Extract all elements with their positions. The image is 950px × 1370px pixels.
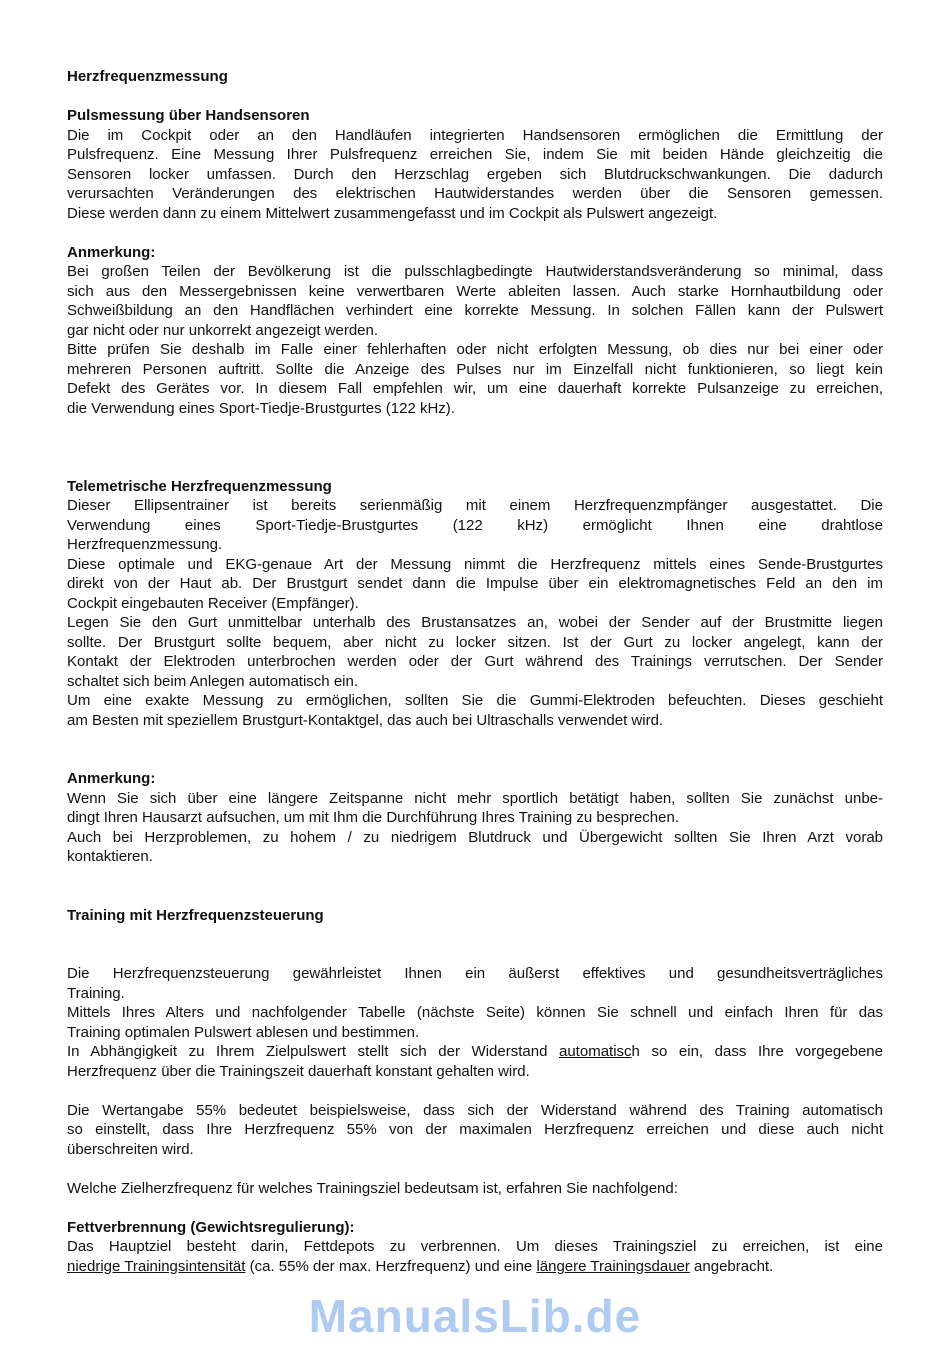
text-line: Herzfrequenzmessung. (67, 536, 223, 553)
paragraph (67, 1179, 883, 1199)
text-line: überschreiten wird. (67, 1140, 194, 1158)
text-line: Um eine exakte Messung zu ermöglichen, sollten Sie die Gummi-Elektroden befeuchten. Dieses geschieht (67, 692, 883, 709)
text-line: Schweißbildung an den Handflächen verhindert eine korrekte Messung. In solchen Fällen kann der Pulswert (67, 302, 883, 319)
underlined-text: automatisc (559, 1043, 632, 1060)
text-segment: angebracht. (689, 1257, 774, 1275)
section-heading: Fettverbrennung (Gewichtsregulierung): (67, 1218, 355, 1236)
text-line: Die Herzfrequenzsteuerung gewährleistet Ihnen ein äußerst effektives und gesundheitsverträgliches (67, 965, 883, 982)
blank-line (67, 730, 883, 750)
section-heading: Herzfrequenzmessung (67, 68, 228, 85)
text-line: Defekt des Gerätes vor. In diesem Fall empfehlen wir, um eine dauerhaft korrekte Pulsanzeige zu erreichen, (67, 380, 883, 397)
paragraph (67, 555, 883, 614)
blank-line (67, 886, 883, 906)
text-line: Die im Cockpit oder an den Handläufen integrierten Handsensoren ermöglichen die Ermittlung der (67, 126, 883, 144)
text-line: Diese werden dann zu einem Mittelwert zusammengefasst und im Cockpit als Pulswert angezeigt. (67, 204, 718, 222)
watermark-logo: ManualsLib.de (308, 1290, 642, 1342)
text-line: Diese optimale und EKG-genaue Art der Messung nimmt die Herzfrequenz mittels eines Sende-Brustgurtes (67, 555, 883, 573)
blank-line (67, 925, 883, 945)
text-line: Auch bei Herzproblemen, zu hohem / zu niedrigem Blutdruck und Übergewicht sollten Sie Ihren Arzt vorab (67, 828, 883, 846)
blank-line (67, 867, 883, 887)
text-line: sollte. Der Brustgurt sollte bequem, aber nicht zu locker sitzen. Ist der Gurt zu locker angelegt, kann der (67, 633, 883, 651)
text-segment: h so ein, dass Ihre vorgegebene (631, 1043, 883, 1060)
paragraph (67, 340, 883, 418)
paragraph (67, 828, 883, 867)
text-line: gar nicht oder nur unkorrekt angezeigt werden. (67, 321, 379, 339)
section-heading: Anmerkung: (67, 770, 156, 787)
blank-line (67, 457, 883, 477)
text-line: Wenn Sie sich über eine längere Zeitspanne nicht mehr sportlich betätigt haben, sollten Sie zunächst unbe- (67, 789, 883, 807)
text-line: Cockpit eingebauten Receiver (Empfänger). (67, 594, 359, 612)
blank-line (67, 223, 883, 243)
paragraph (67, 1042, 883, 1081)
text-line: direkt von der Haut ab. Der Brustgurt sendet dann die Impulse über ein elektromagnetisches Feld an den im (67, 575, 883, 592)
blank-line (67, 945, 883, 965)
text-segment: (ca. 55% der max. Herzfrequenz) und eine (245, 1257, 537, 1275)
paragraph (67, 789, 883, 828)
paragraph (67, 691, 883, 730)
underlined-text: längere Trainingsdauer (536, 1257, 690, 1275)
paragraph (67, 1003, 883, 1042)
section-heading: Pulsmessung über Handsensoren (67, 107, 310, 124)
section-heading: Anmerkung: (67, 243, 156, 261)
blank-line (67, 87, 883, 107)
text-line: Dieser Ellipsentrainer ist bereits serienmäßig mit einem Herzfrequenzmpfänger ausgestattet. Die (67, 497, 883, 514)
text-line: verursachten Veränderungen des elektrischen Hautwiderstandes werden über die Sensoren gemessen. (67, 185, 883, 202)
paragraph (67, 496, 883, 555)
text-line: dingt Ihren Hausarzt aufsuchen, um mit Ihm die Durchführung Ihres Training zu besprechen. (67, 809, 679, 826)
paragraph (67, 613, 883, 691)
text-line: Training. (67, 984, 125, 1002)
text-line: mehreren Personen auftritt. Sollte die Anzeige des Pulses nur im Einzelfall nicht funktionieren, so liegt kein (67, 360, 883, 378)
blank-line (67, 438, 883, 458)
text-line: Bitte prüfen Sie deshalb im Falle einer fehlerhaften oder nicht erfolgten Messung, ob dies nur bei einer oder (67, 341, 883, 358)
text-line: Legen Sie den Gurt unmittelbar unterhalb des Brustansatzes an, wobei der Sender auf der Brustmitte liegen (67, 614, 883, 631)
paragraph (67, 964, 883, 1003)
text-line: Training optimalen Pulswert ablesen und bestimmen. (67, 1023, 420, 1041)
text-line: schaltet sich beim Anlegen automatisch ein. (67, 672, 358, 690)
text-line: so einstellt, dass Ihre Herzfrequenz 55% von der maximalen Herzfrequenz erreichen und diese auch nicht (67, 1121, 883, 1138)
text-line: Verwendung eines Sport-Tiedje-Brustgurtes (122 kHz) ermöglicht Ihnen eine drahtlose (67, 516, 883, 534)
text-line: Die Wertangabe 55% bedeutet beispielsweise, dass sich der Widerstand während des Training automatisch (67, 1101, 883, 1119)
text-line: kontaktieren. (67, 848, 153, 865)
text-segment: In Abhängigkeit zu Ihrem Zielpulswert stellt sich der Widerstand (67, 1043, 559, 1060)
paragraph (67, 126, 883, 224)
document-body (67, 67, 883, 1276)
blank-line (67, 418, 883, 438)
document-page (67, 67, 883, 1342)
text-line: am Besten mit speziellem Brustgurt-Kontaktgel, das auch bei Ultraschalls verwendet wird. (67, 711, 664, 729)
text-line: sich aus den Messergebnissen keine verwertbaren Werte ableiten lassen. Auch starke Hornhautbildung oder (67, 282, 883, 300)
blank-line (67, 1159, 883, 1179)
blank-line (67, 750, 883, 770)
text-line (67, 1042, 883, 1062)
underlined-text: niedrige Trainingsintensität (67, 1257, 246, 1275)
paragraph (67, 262, 883, 340)
text-line: Pulsfrequenz. Eine Messung Ihrer Pulsfrequenz erreichen Sie, indem Sie mit beiden Hände gleichzeitig die (67, 146, 883, 163)
blank-line (67, 1081, 883, 1101)
text-line (67, 1257, 883, 1277)
text-line: Mittels Ihres Alters und nachfolgender Tabelle (nächste Seite) können Sie schnell und einfach Ihren für das (67, 1004, 883, 1021)
paragraph (67, 1237, 883, 1276)
paragraph (67, 1101, 883, 1160)
blank-line (67, 1198, 883, 1218)
section-heading: Training mit Herzfrequenzsteuerung (67, 906, 324, 924)
text-line: die Verwendung eines Sport-Tiedje-Brustgurtes (122 kHz). (67, 399, 455, 417)
section-heading: Telemetrische Herzfrequenzmessung (67, 477, 332, 495)
text-line: Bei großen Teilen der Bevölkerung ist die pulsschlagbedingte Hautwiderstandsveränderung so minimal, dass (67, 263, 883, 280)
text-line: Kontakt der Elektroden unterbrochen werden oder der Gurt während des Trainings verrutschen. Der Sender (67, 653, 883, 670)
text-line: Herzfrequenz über die Trainingszeit dauerhaft konstant gehalten wird. (67, 1062, 530, 1080)
text-line: Sensoren locker umfassen. Durch den Herzschlag ergeben sich Blutdruckschwankungen. Die dadurch (67, 165, 883, 183)
text-line: Das Hauptziel besteht darin, Fettdepots zu verbrennen. Um dieses Trainingsziel zu erreichen, ist eine (67, 1238, 883, 1255)
text-line: Welche Zielherzfrequenz für welches Trainingsziel bedeutsam ist, erfahren Sie nachfolgend: (67, 1179, 678, 1197)
